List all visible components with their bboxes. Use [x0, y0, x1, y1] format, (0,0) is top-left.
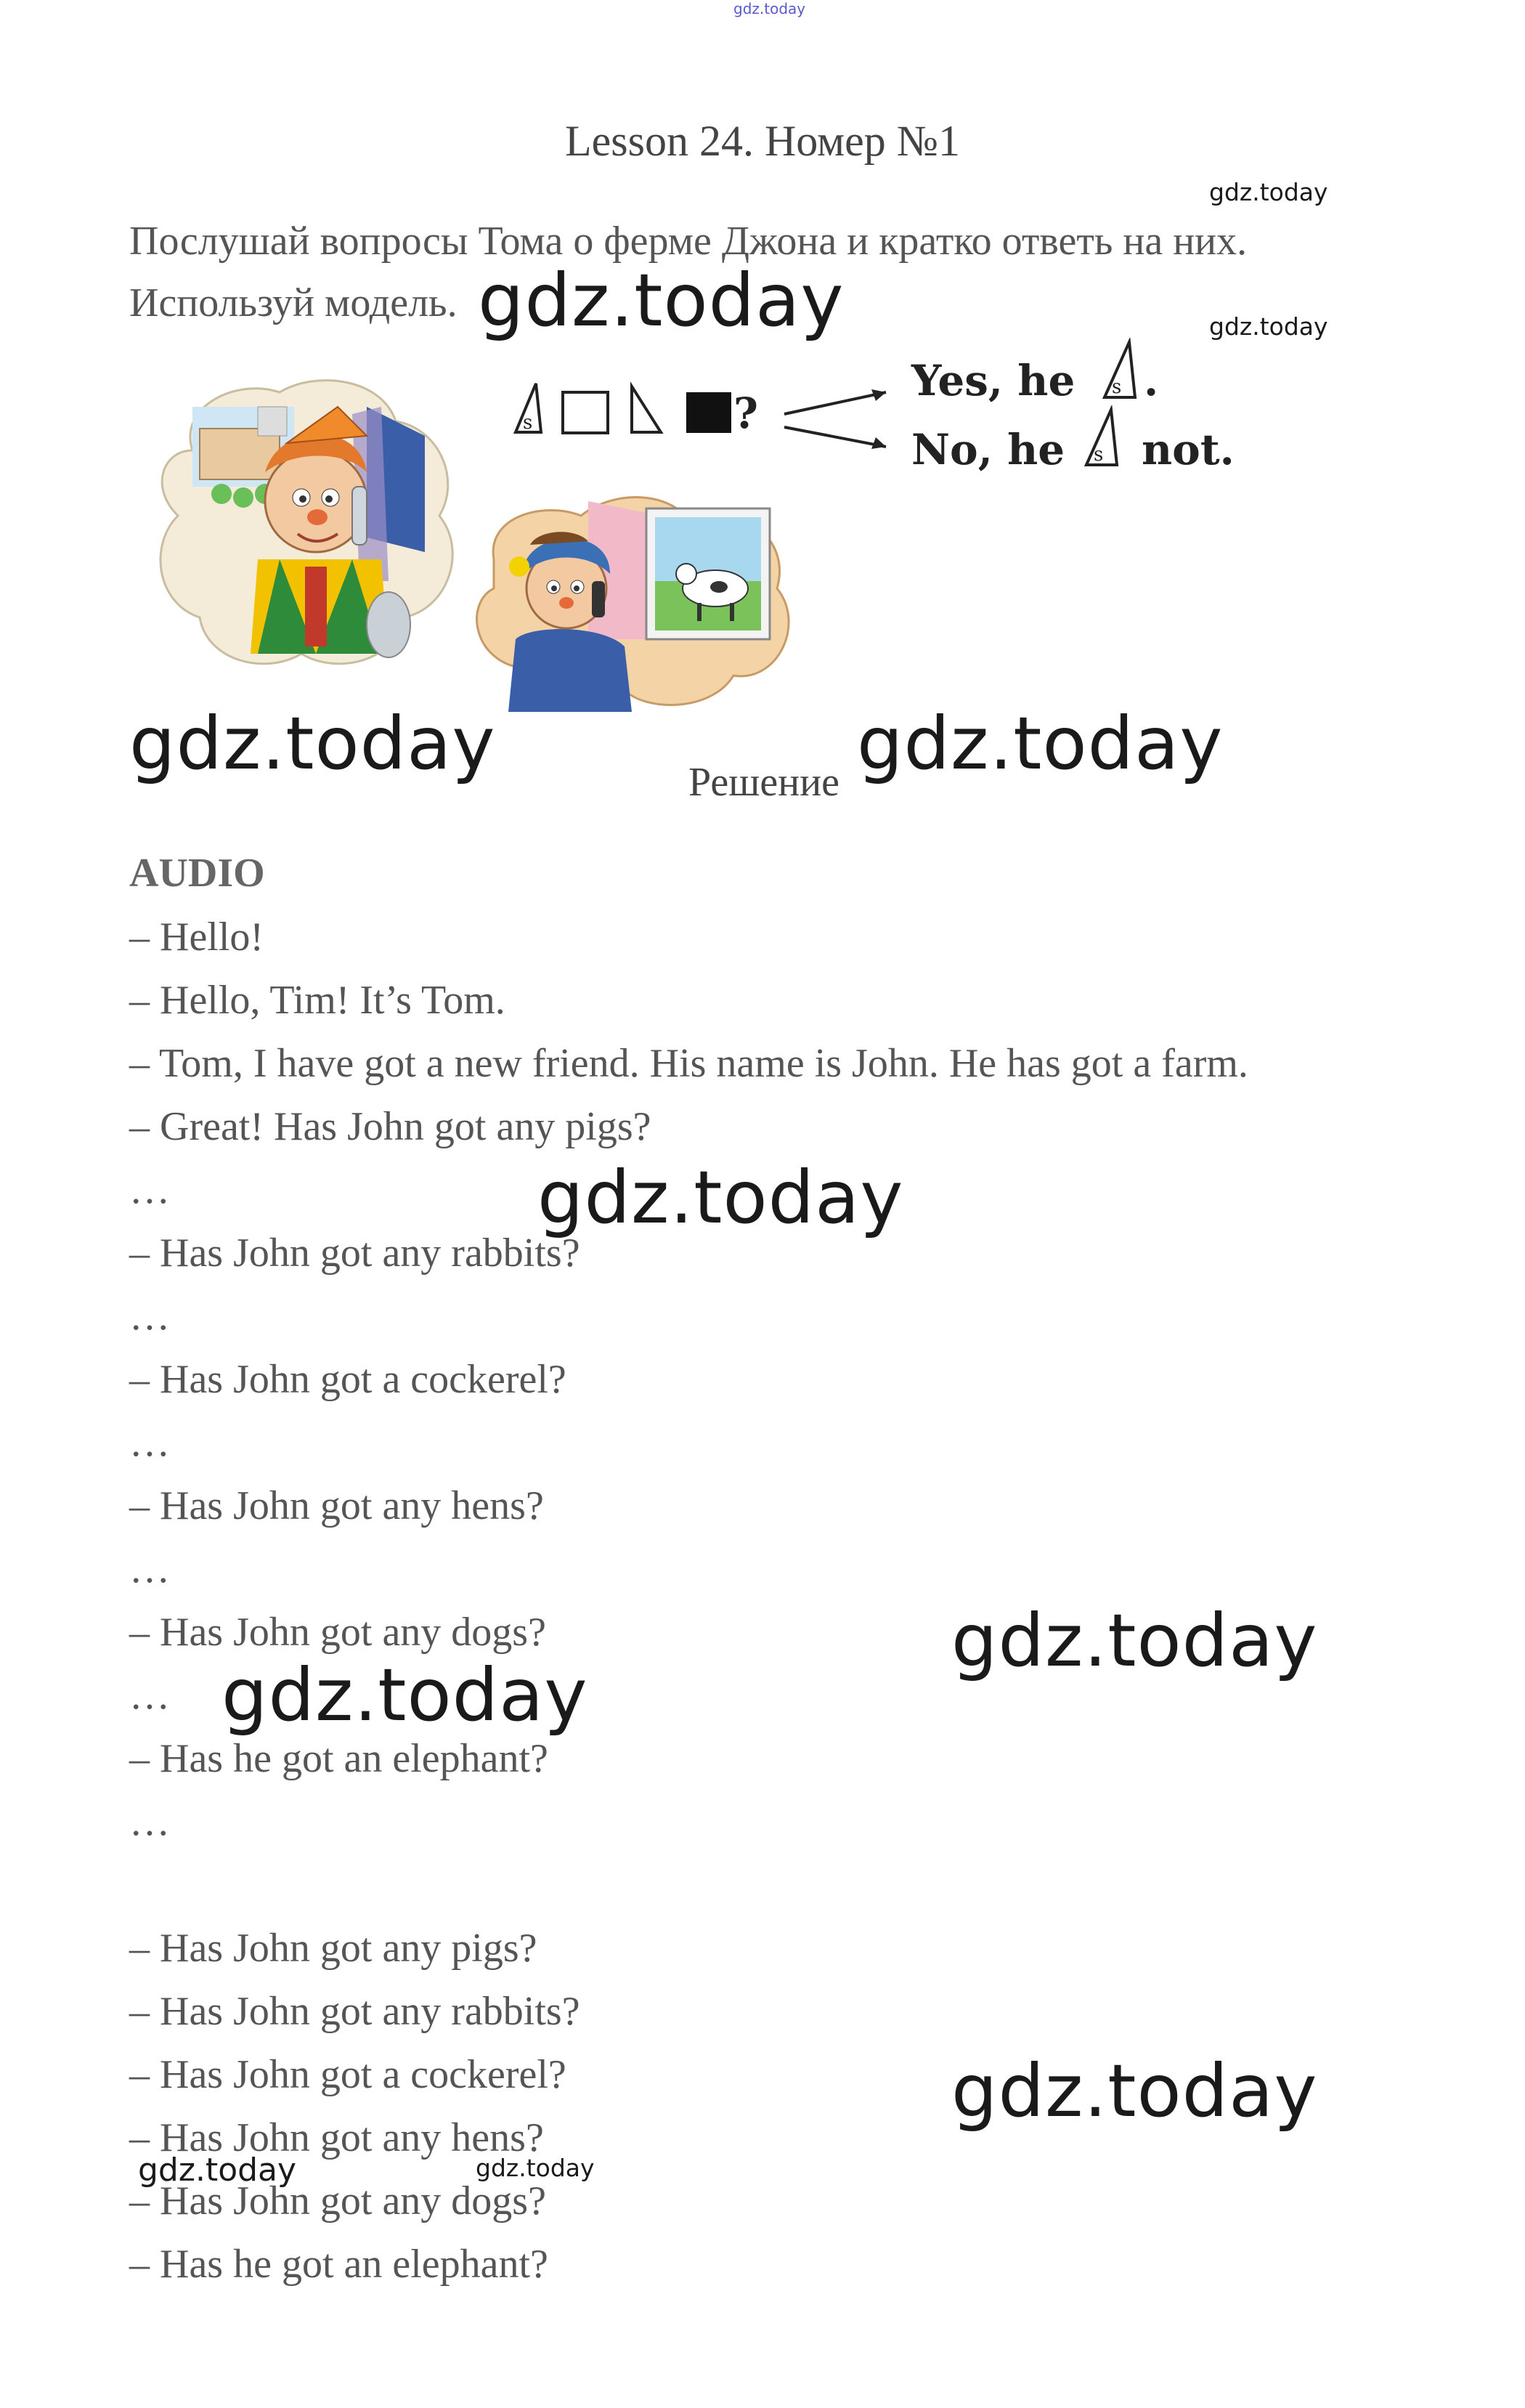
watermark-big-2: gdz.today [129, 701, 496, 786]
watermark-small-4: gdz.today [476, 2154, 595, 2182]
watermark-big-7: gdz.today [951, 2048, 1318, 2133]
grammar-symbols-icon [508, 378, 755, 443]
watermark-big-3: gdz.today [857, 701, 1224, 786]
dialogue-line: – Hello, Tim! It’s Tom. [129, 978, 505, 1023]
dialogue-line: – Great! Has John got any pigs? [129, 1104, 651, 1149]
task-line-1: Послушай вопросы Тома о ферме Джона и кратко ответь на них. [129, 219, 1248, 264]
question-line: – Has he got an elephant? [129, 2242, 548, 2287]
page-title: Lesson 24. Номер №1 [564, 117, 960, 165]
watermark-small-1: gdz.today [1209, 178, 1328, 206]
dialogue-line: – Has John got any rabbits? [129, 1231, 580, 1276]
dialogue-ellipsis: … [129, 1799, 170, 1844]
dialogue-line: – Has he got an elephant? [129, 1736, 548, 1781]
triangle-s-icon [1100, 338, 1144, 403]
watermark-big-4: gdz.today [537, 1155, 904, 1240]
watermark-big-1: gdz.today [478, 258, 845, 343]
watermark-small-2: gdz.today [1209, 312, 1328, 341]
yes-end: . [1144, 356, 1159, 405]
question-line: – Has John got any pigs? [129, 1926, 537, 1971]
task-line-2: Используй модель. [129, 280, 458, 325]
watermark-big-5: gdz.today [951, 1598, 1318, 1683]
no-symbol [1082, 405, 1126, 471]
dialogue-line: – Has John got any dogs? [129, 1610, 546, 1655]
svg-text:s: s [523, 412, 533, 434]
svg-text:s: s [1094, 444, 1104, 466]
question-line: – Has John got a cockerel? [129, 2052, 566, 2097]
model-arrows [777, 370, 900, 465]
dialogue-ellipsis: … [129, 1673, 170, 1718]
dialogue-ellipsis: … [129, 1294, 170, 1339]
solution-label: Решение [688, 760, 840, 805]
yes-symbol [1100, 338, 1144, 403]
illustration-boy-on-phone [149, 363, 468, 683]
model-symbols [508, 378, 755, 443]
dialogue-line: – Has John got a cockerel? [129, 1357, 566, 1402]
triangle-s-icon [1082, 405, 1126, 471]
audio-heading: AUDIO [129, 851, 265, 896]
no-answer: No, he [911, 425, 1065, 474]
question-line: – Has John got any rabbits? [129, 1989, 580, 2034]
watermark-small-3: gdz.today [138, 2152, 297, 2189]
dialogue-line: – Has John got any hens? [129, 1483, 544, 1528]
arrows-icon [777, 370, 900, 465]
boy-phone-icon [149, 363, 468, 683]
model-question-mark: ? [733, 389, 758, 438]
dialogue-ellipsis: … [129, 1546, 170, 1592]
question-line: – Has John got any hens? [129, 2115, 544, 2160]
watermark-top: gdz.today [733, 0, 806, 17]
girl-phone-icon [465, 472, 799, 712]
dialogue-line: – Tom, I have got a new friend. His name is John. He has got a farm. [129, 1041, 1248, 1086]
dialogue-ellipsis: … [129, 1420, 170, 1465]
dialogue-line: – Hello! [129, 915, 264, 960]
svg-text:s: s [1112, 376, 1122, 398]
illustration-girl-on-phone [465, 472, 799, 712]
dialogue-ellipsis: … [129, 1167, 170, 1212]
no-end: not. [1142, 425, 1235, 474]
yes-answer: Yes, he [911, 356, 1075, 405]
question-line: – Has John got any dogs? [129, 2178, 546, 2223]
watermark-big-6: gdz.today [221, 1653, 588, 1738]
